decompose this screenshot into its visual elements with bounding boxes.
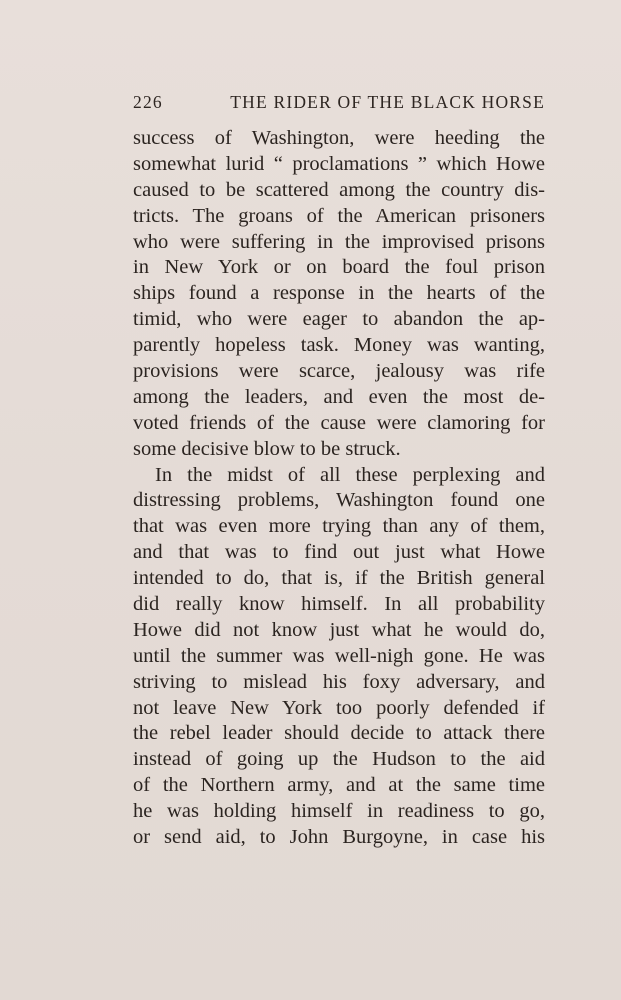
text-line: not leave New York too poorly defended if <box>133 696 545 719</box>
paragraph-first-line: In the midst of all these perplexing and <box>155 463 545 486</box>
text-line: of the Northern army, and at the same time <box>133 774 545 797</box>
text-line: caused to be scattered among the country dis- <box>133 178 545 201</box>
text-line: who were suffering in the improvised prisons <box>133 230 545 253</box>
text-line: did really know himself. In all probability <box>133 593 545 616</box>
text-line: striving to mislead his foxy adversary, and <box>133 670 545 693</box>
text-line: instead of going up the Hudson to the aid <box>133 748 545 771</box>
page-number: 226 <box>133 92 163 112</box>
text-line: distressing problems, Washington found one <box>133 489 545 512</box>
text-line: the rebel leader should decide to attack there <box>133 722 545 745</box>
text-line: some decisive blow to be struck. <box>133 437 401 460</box>
text-line: somewhat lurid “ proclamations ” which Howe <box>133 152 545 175</box>
text-line: ships found a response in the hearts of the <box>133 282 545 305</box>
text-line: tricts. The groans of the American prisoners <box>133 204 545 227</box>
text-line: intended to do, that is, if the British general <box>133 567 545 590</box>
text-line: in New York or on board the foul prison <box>133 256 545 279</box>
text-line: parently hopeless task. Money was wanting, <box>133 334 545 357</box>
text-line: or send aid, to John Burgoyne, in case his <box>133 826 545 849</box>
text-line: voted friends of the cause were clamoring for <box>133 411 545 434</box>
text-line: among the leaders, and even the most de- <box>133 385 545 408</box>
running-title: THE RIDER OF THE BLACK HORSE <box>230 92 545 112</box>
text-line: success of Washington, were heeding the <box>133 127 545 149</box>
text-line: that was even more trying than any of them, <box>133 515 545 538</box>
body-text <box>133 126 545 851</box>
text-line: he was holding himself in readiness to go, <box>133 800 545 823</box>
page-header <box>133 92 545 116</box>
text-line: Howe did not know just what he would do, <box>133 618 545 641</box>
text-line: provisions were scarce, jealousy was rife <box>133 360 545 383</box>
text-line: and that was to find out just what Howe <box>133 541 545 564</box>
text-line: until the summer was well-nigh gone. He was <box>133 644 545 667</box>
text-line: timid, who were eager to abandon the ap- <box>133 308 545 331</box>
